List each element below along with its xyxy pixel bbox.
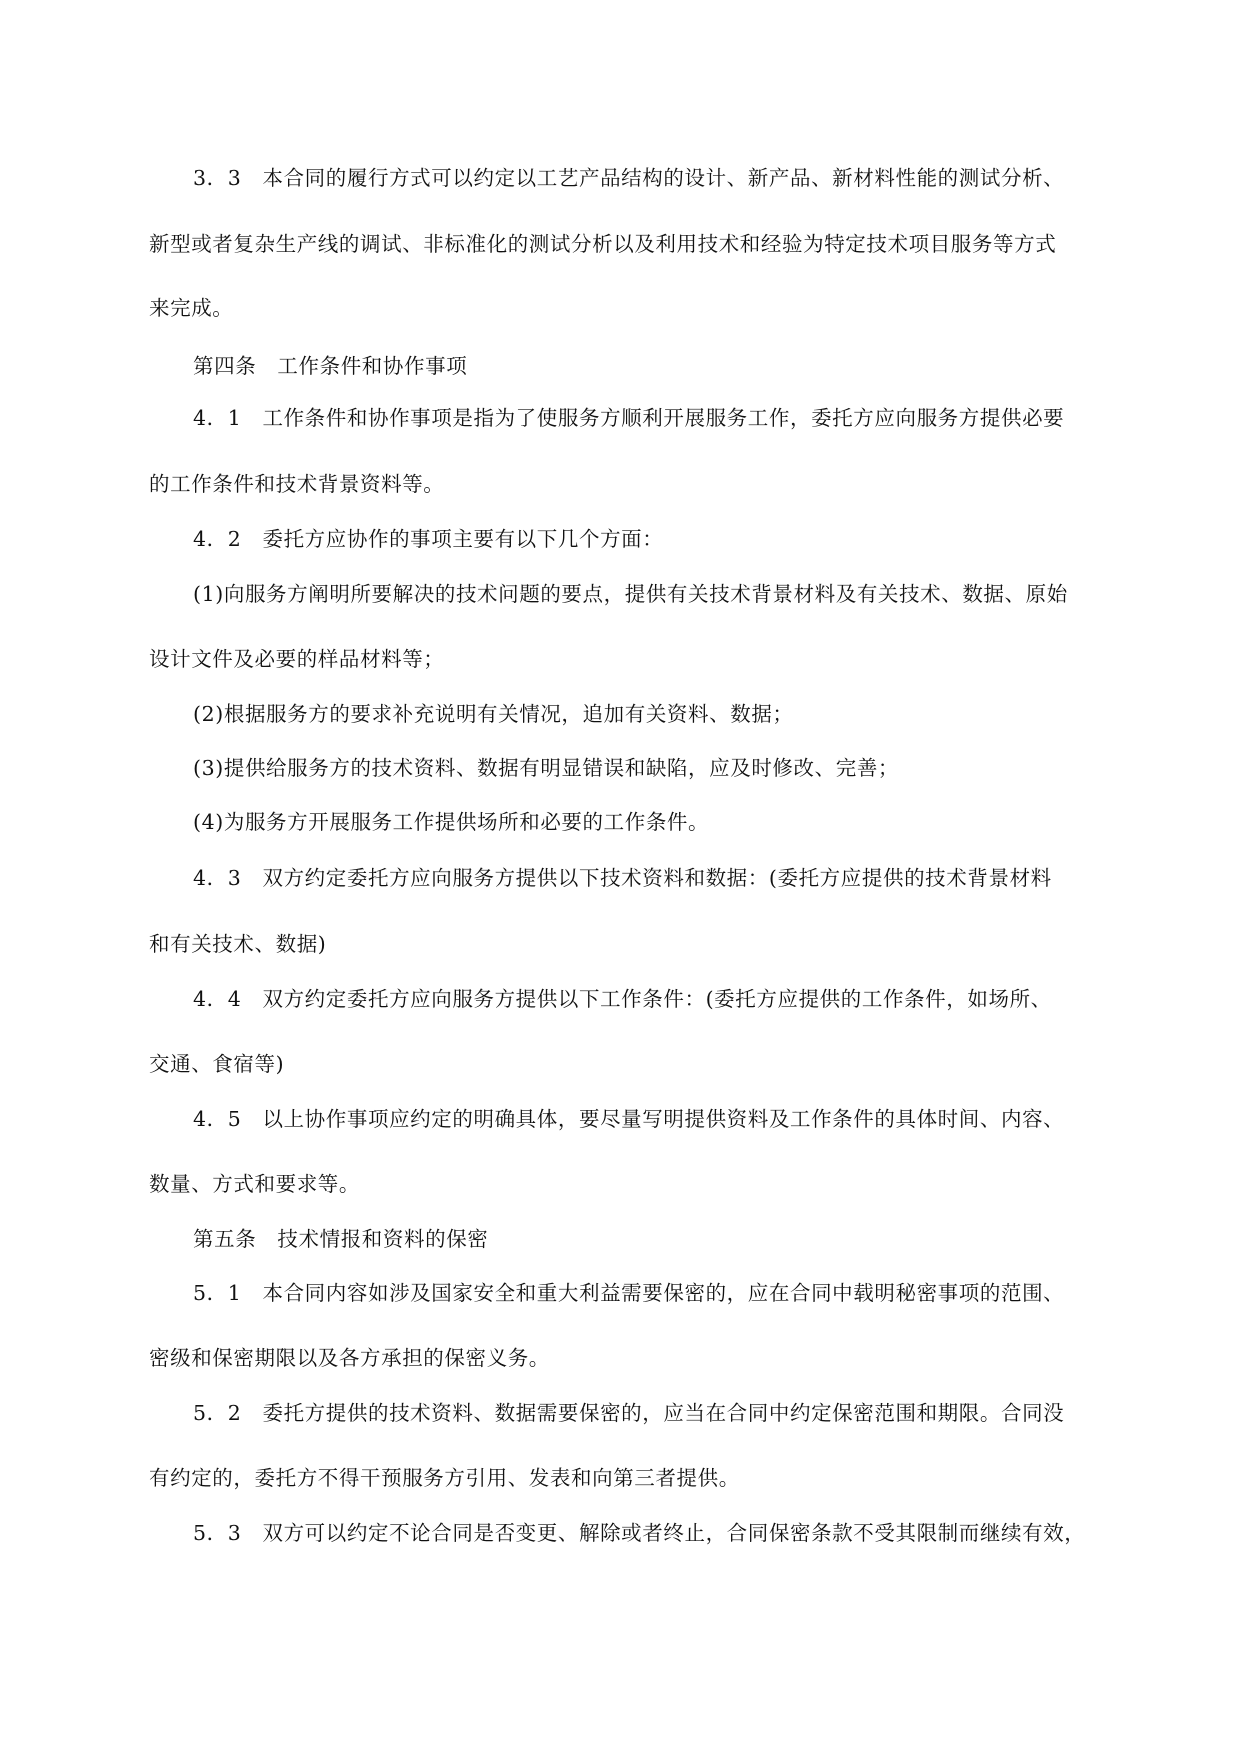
clause-4-1-line-1: 4．1 工作条件和协作事项是指为了使服务方顺利开展服务工作，委托方应向服务方提供必要 [193, 406, 1065, 430]
clause-4-5-line-1: 4．5 以上协作事项应约定的明确具体，要尽量写明提供资料及工作条件的具体时间、内容、 [193, 1107, 1065, 1131]
clause-5-2-line-1: 5．2 委托方提供的技术资料、数据需要保密的，应当在合同中约定保密范围和期限。合同没 [193, 1401, 1065, 1425]
item-2: (2)根据服务方的要求补充说明有关情况，追加有关资料、数据； [193, 702, 794, 726]
clause-5-1-line-1: 5．1 本合同内容如涉及国家安全和重大利益需要保密的，应在合同中载明秘密事项的范围、 [193, 1281, 1065, 1305]
clause-4-4-line-2: 交通、食宿等) [149, 1052, 285, 1076]
clause-4-1-line-2: 的工作条件和技术背景资料等。 [149, 472, 445, 496]
clause-3-3-line-3: 来完成。 [149, 296, 234, 320]
clause-5-2-line-2: 有约定的，委托方不得干预服务方引用、发表和向第三者提供。 [149, 1466, 740, 1490]
clause-4-2: 4．2 委托方应协作的事项主要有以下几个方面： [193, 527, 664, 551]
item-1-line-2: 设计文件及必要的样品材料等； [149, 647, 445, 671]
clause-3-3-line-1: 3．3 本合同的履行方式可以约定以工艺产品结构的设计、新产品、新材料性能的测试分析、 [193, 166, 1065, 190]
clause-4-4-line-1: 4．4 双方约定委托方应向服务方提供以下工作条件：(委托方应提供的工作条件，如场所、 [193, 987, 1052, 1011]
article-5-heading: 第五条 技术情报和资料的保密 [193, 1227, 489, 1251]
clause-5-3-line-1: 5．3 双方可以约定不论合同是否变更、解除或者终止，合同保密条款不受其限制而继续有效， [193, 1521, 1086, 1545]
item-3: (3)提供给服务方的技术资料、数据有明显错误和缺陷，应及时修改、完善； [193, 756, 900, 780]
item-4: (4)为服务方开展服务工作提供场所和必要的工作条件。 [193, 810, 710, 834]
clause-4-3-line-2: 和有关技术、数据) [149, 932, 327, 956]
clause-4-5-line-2: 数量、方式和要求等。 [149, 1172, 360, 1196]
clause-5-1-line-2: 密级和保密期限以及各方承担的保密义务。 [149, 1346, 550, 1370]
clause-4-3-line-1: 4．3 双方约定委托方应向服务方提供以下技术资料和数据：(委托方应提供的技术背景材料 [193, 866, 1052, 890]
article-4-heading: 第四条 工作条件和协作事项 [193, 354, 468, 378]
clause-3-3-line-2: 新型或者复杂生产线的调试、非标准化的测试分析以及利用技术和经验为特定技术项目服务等方式 [149, 232, 1057, 256]
item-1-line-1: (1)向服务方阐明所要解决的技术问题的要点，提供有关技术背景材料及有关技术、数据、原始 [193, 582, 1068, 606]
